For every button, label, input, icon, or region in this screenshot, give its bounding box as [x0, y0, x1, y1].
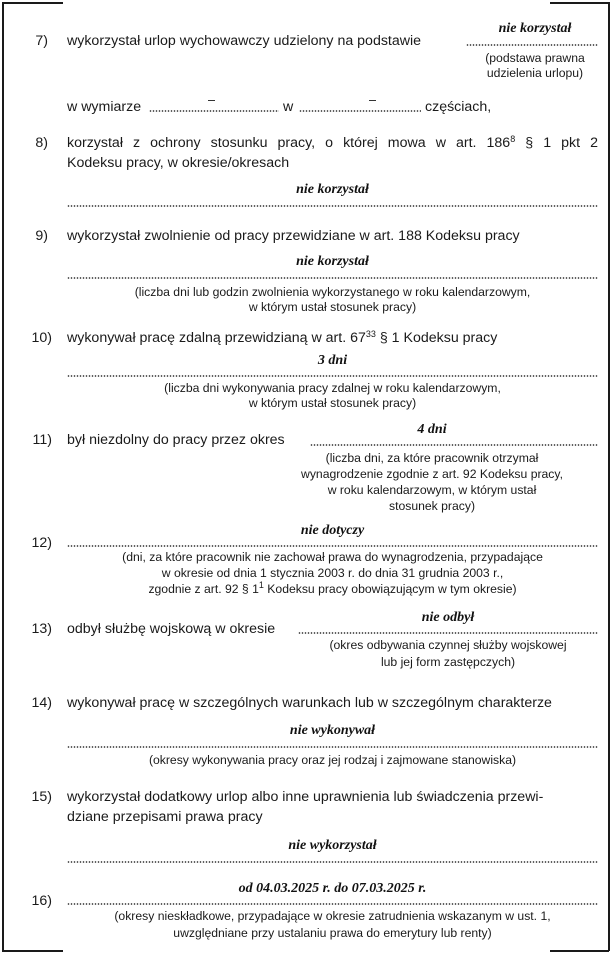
item-text-line: Kodeksu pracy, w okresie/okresach: [67, 155, 290, 171]
frame-right: [608, 2, 610, 951]
filled-value[interactable]: nie odbył: [421, 610, 475, 625]
caption-line: (okresy wykonywania pracy oraz jej rodzaj i zajmowane stanowiska): [148, 753, 517, 767]
caption-line: (okres odbywania czynnej służby wojskowej: [329, 638, 567, 652]
filled-value[interactable]: 3 dni: [317, 353, 348, 368]
frame-top-right: [550, 2, 609, 4]
frame-left: [2, 2, 4, 951]
fill-line: [67, 861, 598, 863]
extent-fill-2[interactable]: [299, 110, 421, 112]
item-number: 13): [31, 621, 52, 637]
item-text-line: wykorzystał dodatkowy urlop albo inne uprawnienia lub świadczenia przewi-: [67, 789, 544, 805]
caption-line: (okresy nieskładkowe, przypadające w okresie zatrudnienia wskazanym w ust. 1,: [114, 909, 551, 923]
caption-line: (liczba dni lub godzin zwolnienia wykorzystanego w roku kalendarzowym,: [134, 285, 531, 299]
item-number: 8): [35, 135, 48, 151]
fill-line: [67, 375, 598, 377]
item-text-line: [67, 134, 598, 152]
caption-line: lub jej form zastępczych): [380, 655, 516, 669]
filled-value[interactable]: nie wykonywał: [289, 723, 376, 738]
item-number: 12): [31, 535, 52, 551]
caption-line: [67, 581, 598, 597]
fill-line: [67, 746, 598, 748]
caption-line: (liczba dni, za które pracownik otrzymał: [325, 451, 539, 465]
caption-line: wynagrodzenie zgodnie z art. 92 Kodeksu pracy,: [301, 467, 563, 481]
filled-value[interactable]: nie dotyczy: [300, 523, 365, 538]
item-text: korzystał z ochrony stosunku pracy, o której mowa w art. 186: [67, 135, 511, 151]
item-number: 15): [31, 789, 52, 805]
filled-value[interactable]: nie korzystał: [296, 182, 369, 197]
item-text: był niezdolny do pracy przez okres: [67, 432, 285, 448]
item-number: 14): [31, 695, 52, 711]
fill-line: [67, 205, 598, 207]
item-text: wykorzystał zwolnienie od pracy przewidziane w art. 188 Kodeksu pracy: [67, 228, 520, 244]
caption-text-cont: Kodeksu pracy obowiązującym w tym okresie): [267, 582, 517, 596]
superscript: 8: [510, 134, 516, 144]
item-text: wykorzystał urlop wychowawczy udzielony na podstawie: [67, 33, 422, 49]
item-text-cont: § 1 pkt 2: [515, 135, 598, 151]
item-text-line: dziane przepisami prawa pracy: [67, 809, 263, 825]
frame-top-left: [2, 2, 63, 4]
caption-line: uwzględniane przy ustalaniu prawa do emerytury lub renty): [173, 926, 492, 940]
extent-middle: w: [283, 99, 294, 115]
extent-value-2: [369, 100, 376, 101]
item-text-line: [67, 329, 497, 347]
extent-fill-1[interactable]: [149, 110, 279, 112]
item-number: 7): [35, 33, 48, 49]
fill-line: [67, 277, 598, 279]
filled-value[interactable]: nie korzystał: [296, 254, 369, 269]
caption-line: (dni, za które pracownik nie zachował prawa do wynagrodzenia, przypadające: [122, 550, 543, 564]
caption-line: w roku kalendarzowym, w którym ustał: [327, 483, 537, 497]
item-text: wykonywał pracę zdalną przewidzianą w art. 67: [67, 330, 366, 346]
filled-value[interactable]: nie korzystał: [498, 21, 572, 36]
fill-line: [67, 545, 598, 547]
caption-line: (liczba dni wykonywania pracy zdalnej w roku kalendarzowym,: [164, 381, 501, 395]
caption-line: (podstawa prawna: [485, 51, 585, 65]
item-number: 16): [31, 893, 52, 909]
fill-line: [298, 632, 598, 634]
extent-prefix: w wymiarze: [67, 99, 142, 115]
item-text: odbył służbę wojskową w okresie: [67, 621, 276, 637]
fill-line: [466, 44, 598, 46]
item-number: 11): [32, 432, 52, 448]
extent-value-1: [208, 100, 215, 101]
caption-line: w którym ustał stosunek pracy): [248, 300, 417, 314]
filled-value[interactable]: od 04.03.2025 r. do 07.03.2025 r.: [238, 881, 427, 896]
fill-line: [310, 444, 598, 446]
item-number: 10): [31, 330, 52, 346]
item-text-cont: § 1 Kodeksu pracy: [375, 330, 498, 346]
caption-line: udzielenia urlopu): [486, 66, 584, 80]
item-number: 9): [35, 228, 48, 244]
fill-line: [67, 903, 598, 905]
extent-suffix: częściach,: [425, 99, 492, 115]
item-text: wykonywał pracę w szczególnych warunkach lub w szczególnym charakterze: [67, 695, 552, 711]
caption-line: w którym ustał stosunek pracy): [248, 396, 417, 410]
superscript: 1: [258, 580, 264, 590]
caption-line: w okresie od dnia 1 stycznia 2003 r. do dnia 31 grudnia 2003 r.,: [161, 566, 504, 580]
frame-bottom-right: [550, 950, 609, 952]
filled-value[interactable]: nie wykorzystał: [288, 838, 377, 853]
frame-bottom-left: [2, 950, 63, 952]
caption-text: zgodnie z art. 92 § 1: [148, 582, 259, 596]
caption-line: stosunek pracy): [388, 499, 476, 513]
superscript: 33: [365, 329, 376, 339]
filled-value[interactable]: 4 dni: [417, 422, 447, 437]
